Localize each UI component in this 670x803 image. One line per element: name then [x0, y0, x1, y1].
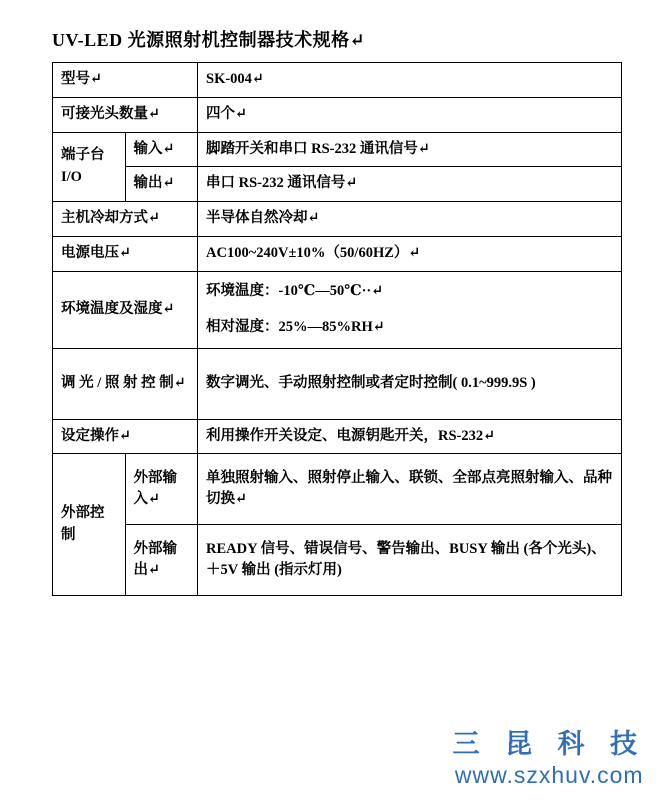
table-row	[53, 63, 622, 98]
row-value: READY 信号、错误信号、警告输出、BUSY 输出 (各个光头)、＋5V 输出 (指示灯用)	[198, 525, 622, 596]
row-value: 半导体自然冷却↵	[198, 202, 622, 237]
row-value: 串口 RS-232 通讯信号↵	[198, 167, 622, 202]
table-row	[53, 202, 622, 237]
row-label: 环境温度及湿度↵	[53, 271, 198, 348]
row-sublabel: 外部输出↵	[125, 525, 198, 596]
row-label: 设定操作↵	[53, 419, 198, 454]
row-sublabel: 外部输入↵	[125, 454, 198, 525]
row-value: 脚踏开关和串口 RS-232 通讯信号↵	[198, 132, 622, 167]
table-row	[53, 348, 622, 419]
watermark	[452, 730, 646, 789]
table-row	[53, 236, 622, 271]
table-row	[53, 525, 622, 596]
row-label: 调 光 / 照 射 控 制↵	[53, 348, 198, 419]
row-sublabel: 输入↵	[125, 132, 198, 167]
row-value: 利用操作开关设定、电源钥匙开关，RS-232↵	[198, 419, 622, 454]
row-label: 型号↵	[53, 63, 198, 98]
row-sublabel: 输出↵	[125, 167, 198, 202]
table-row	[53, 167, 622, 202]
watermark-url: www.szxhuv.com	[454, 762, 644, 788]
table-row	[53, 97, 622, 132]
row-value: 单独照射输入、照射停止输入、联锁、全部点亮照射输入、品种切换↵	[198, 454, 622, 525]
row-label: 外部控制	[53, 454, 126, 596]
row-value-line: 环境温度：-10℃—50℃··↵	[206, 282, 384, 299]
row-value	[198, 271, 622, 348]
row-value: AC100~240V±10%（50/60HZ）↵	[198, 236, 622, 271]
table-row	[53, 454, 622, 525]
table-row	[53, 132, 622, 167]
row-label: 端子台 I/O	[53, 132, 126, 202]
page-title: UV-LED 光源照射机控制器技术规格↵	[52, 30, 366, 50]
row-label: 电源电压↵	[53, 236, 198, 271]
watermark-company: 三 昆 科 技	[452, 729, 646, 760]
table-row	[53, 271, 622, 348]
row-label: 主机冷却方式↵	[53, 202, 198, 237]
table-row	[53, 419, 622, 454]
row-value: 四个↵	[198, 97, 622, 132]
row-label: 可接光头数量↵	[53, 97, 198, 132]
specification-table	[52, 62, 622, 596]
row-value: 数字调光、手动照射控制或者定时控制( 0.1~999.9S )	[198, 348, 622, 419]
row-value: SK-004↵	[198, 63, 622, 98]
row-value-line: 相对湿度：25%—85%RH↵	[206, 318, 385, 335]
